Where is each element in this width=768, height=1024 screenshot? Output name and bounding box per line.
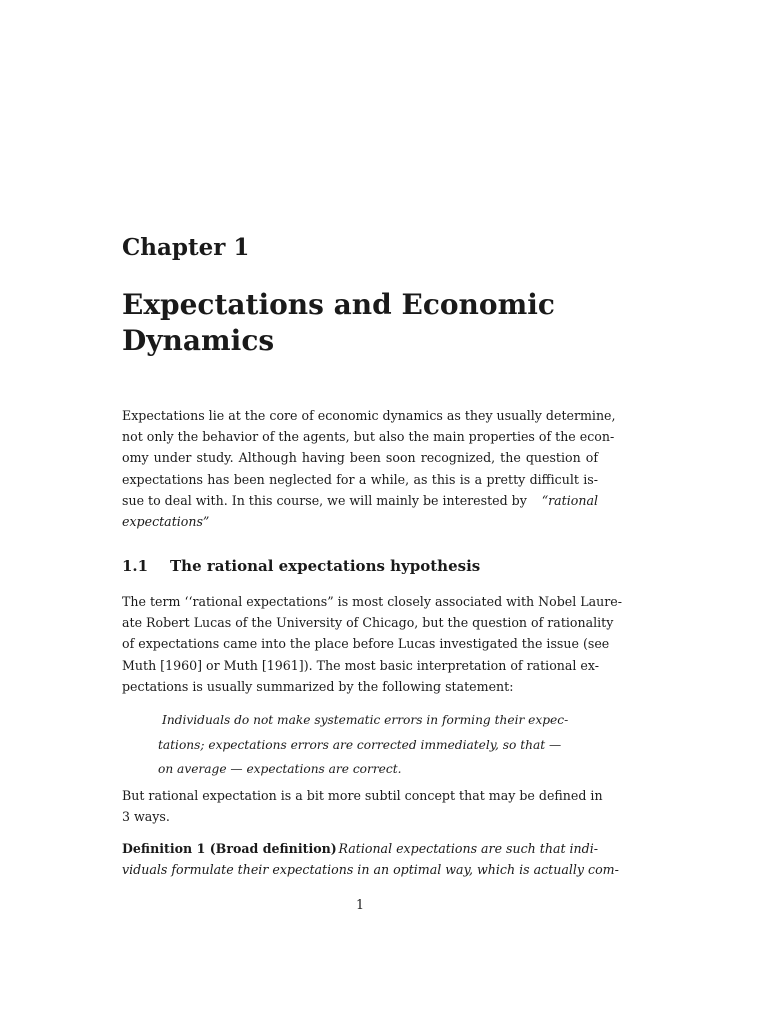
intro-paragraph	[122, 405, 616, 532]
section-heading	[122, 555, 480, 577]
page-number: 1	[355, 897, 364, 912]
body-line: ate Robert Lucas of the University of Chicago, but the question of rationality	[122, 615, 614, 631]
block-quote	[158, 708, 569, 782]
intro-line-text: sue to deal with. In this course, we will mainly be interested by	[122, 492, 527, 508]
intro-last-line: expectations”	[122, 513, 210, 529]
body-paragraph	[122, 591, 622, 697]
intro-line	[122, 490, 598, 511]
body-line: The term ‘‘rational expectations” is most closely associated with Nobel Laure-	[122, 594, 622, 609]
section-number: 1.1	[122, 557, 149, 575]
definition-paragraph	[122, 838, 619, 880]
intro-line: Expectations lie at the core of economic dynamics as they usually determine,	[122, 408, 616, 423]
definition-line	[122, 838, 598, 859]
definition-label: Definition 1 (Broad definition)	[122, 841, 337, 856]
body-line: Muth [1960] or Muth [1961]). The most basic interpretation of rational ex-	[122, 657, 600, 673]
after-quote-line: 3 ways.	[122, 809, 170, 825]
body-line: pectations is usually summarized by the following statement:	[122, 678, 514, 694]
body-line: of expectations came into the place before Lucas investigated the issue (see	[122, 636, 610, 652]
intro-line: expectations has been neglected for a while, as this is a pretty difficult is-	[122, 471, 598, 487]
quote-line: Individuals do not make systematic errors in forming their expec-	[162, 713, 569, 727]
quote-line: on average — expectations are correct.	[158, 762, 402, 777]
section-title: The rational expectations hypothesis	[170, 557, 481, 575]
chapter-title-line: Dynamics	[122, 324, 275, 357]
quote-line: tations; expectations errors are corrected immediately, so that —	[158, 737, 562, 752]
intro-line: not only the behavior of the agents, but also the main properties of the econ-	[122, 429, 615, 445]
chapter-title-line: Expectations and Economic	[122, 288, 555, 321]
intro-line: omy under study. Although having been soon recognized, the question of	[122, 450, 598, 466]
intro-italic-phrase: “rational	[541, 492, 598, 508]
definition-line: viduals formulate their expectations in an optimal way, which is actually com-	[122, 862, 619, 878]
definition-text: Rational expectations are such that indi-	[338, 841, 598, 856]
chapter-title	[122, 287, 598, 359]
after-quote-line: But rational expectation is a bit more subtil concept that may be defined in	[122, 788, 603, 803]
document-page	[122, 0, 622, 1024]
chapter-label: Chapter 1	[122, 234, 250, 261]
after-quote-paragraph	[122, 785, 603, 827]
